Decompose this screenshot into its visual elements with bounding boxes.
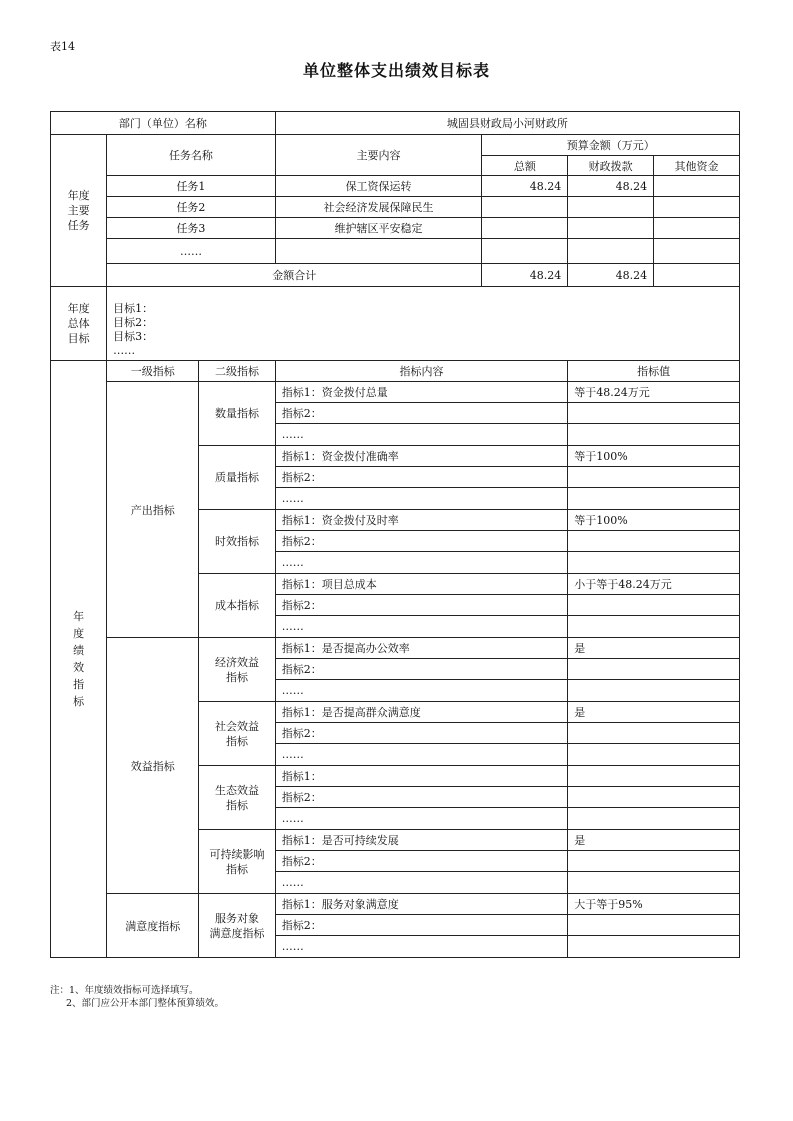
indicator-content: 指标2： — [275, 723, 568, 744]
indicator-value — [568, 872, 740, 894]
table-row — [51, 112, 740, 135]
budget-header: 预算金额（万元） — [482, 135, 740, 156]
table-row — [51, 218, 740, 239]
task-name: 任务2 — [107, 197, 276, 218]
task-total — [482, 197, 568, 218]
footnote-2: 2、部门应公开本部门整体预算绩效。 — [66, 998, 225, 1009]
task-total — [482, 239, 568, 264]
indicator-value: 是 — [568, 830, 740, 851]
task-name: 任务3 — [107, 218, 276, 239]
sum-total: 48.24 — [482, 264, 568, 287]
indicator-value — [568, 766, 740, 787]
table-number: 表14 — [50, 40, 75, 53]
indicator-value — [568, 531, 740, 552]
indicator-content: 指标1：资金拨付准确率 — [275, 446, 568, 467]
indicator-content: …… — [275, 872, 568, 894]
indicator-value: 大于等于95% — [568, 894, 740, 915]
footnotes — [50, 984, 224, 1010]
indicator-content: …… — [275, 744, 568, 766]
task-name: 任务1 — [107, 176, 276, 197]
level2-indicator: 时效指标 — [199, 510, 275, 574]
task-fiscal: 48.24 — [568, 176, 654, 197]
table-row — [51, 264, 740, 287]
indicator-value — [568, 403, 740, 424]
indicator-value — [568, 808, 740, 830]
indicator-content: …… — [275, 552, 568, 574]
indicator-value — [568, 787, 740, 808]
table-row — [51, 287, 740, 361]
level2-indicator: 可持续影响 指标 — [199, 830, 275, 894]
indicator-content: 指标1：资金拨付总量 — [275, 382, 568, 403]
table-row — [51, 176, 740, 197]
task-content: 保工资保运转 — [275, 176, 482, 197]
table-row — [51, 135, 740, 156]
tasks-section-label: 年度 主要 任务 — [51, 135, 107, 287]
task-other — [654, 239, 740, 264]
table-row — [51, 638, 740, 659]
sum-fiscal: 48.24 — [568, 264, 654, 287]
indicator-content: 指标1：是否提高办公效率 — [275, 638, 568, 659]
task-other — [654, 176, 740, 197]
performance-target-table — [50, 111, 740, 958]
indicator-value: 等于100% — [568, 446, 740, 467]
table-row — [51, 894, 740, 915]
table-row — [51, 197, 740, 218]
indicator-value — [568, 552, 740, 574]
indicator-content: …… — [275, 936, 568, 958]
indicator-content: …… — [275, 680, 568, 702]
level2-indicator: 成本指标 — [199, 574, 275, 638]
indicator-value — [568, 723, 740, 744]
dept-value: 城固县财政局小河财政所 — [275, 112, 739, 135]
indicator-value — [568, 659, 740, 680]
table-row — [51, 382, 740, 403]
indicator-content: 指标1： — [275, 766, 568, 787]
task-content — [275, 239, 482, 264]
perf-section-label: 年 度 绩 效 指 标 — [51, 361, 107, 958]
sum-other — [654, 264, 740, 287]
level2-header: 二级指标 — [199, 361, 275, 382]
budget-total-header: 总额 — [482, 156, 568, 176]
level1-indicator: 效益指标 — [107, 638, 199, 894]
table-body — [51, 112, 740, 958]
indicator-content: 指标1：服务对象满意度 — [275, 894, 568, 915]
task-other — [654, 218, 740, 239]
indicator-value — [568, 915, 740, 936]
level2-indicator: 服务对象 满意度指标 — [199, 894, 275, 958]
indicator-content: 指标2： — [275, 531, 568, 552]
indicator-content: …… — [275, 808, 568, 830]
dept-label: 部门（单位）名称 — [51, 112, 276, 135]
indicator-value — [568, 488, 740, 510]
level1-indicator: 产出指标 — [107, 382, 199, 638]
indicator-content: …… — [275, 488, 568, 510]
footnote-1: 注：1、年度绩效指标可选择填写。 — [50, 985, 199, 996]
task-content-header: 主要内容 — [275, 135, 482, 176]
indicator-content: …… — [275, 616, 568, 638]
level1-header: 一级指标 — [107, 361, 199, 382]
indicator-value — [568, 851, 740, 872]
indicator-content: 指标2： — [275, 659, 568, 680]
level2-indicator: 经济效益 指标 — [199, 638, 275, 702]
indicator-content: 指标2： — [275, 851, 568, 872]
indicator-content: 指标2： — [275, 467, 568, 488]
indicator-content: 指标1：是否可持续发展 — [275, 830, 568, 851]
indicator-value: 是 — [568, 702, 740, 723]
indicator-value — [568, 595, 740, 616]
task-fiscal — [568, 239, 654, 264]
level2-indicator: 生态效益 指标 — [199, 766, 275, 830]
indicator-value — [568, 424, 740, 446]
task-other — [654, 197, 740, 218]
indicator-value — [568, 467, 740, 488]
indicator-content: 指标2： — [275, 595, 568, 616]
indicator-content: 指标2： — [275, 915, 568, 936]
indicator-value — [568, 744, 740, 766]
page-title: 单位整体支出绩效目标表 — [302, 61, 490, 80]
indicator-content: 指标1：资金拨付及时率 — [275, 510, 568, 531]
task-total: 48.24 — [482, 176, 568, 197]
indicator-content: 指标2： — [275, 403, 568, 424]
task-fiscal — [568, 197, 654, 218]
indicator-value — [568, 680, 740, 702]
task-fiscal — [568, 218, 654, 239]
level2-indicator: 数量指标 — [199, 382, 275, 446]
indicator-value: 等于100% — [568, 510, 740, 531]
level1-indicator: 满意度指标 — [107, 894, 199, 958]
goals-text: 目标1： 目标2： 目标3： …… — [107, 287, 740, 361]
task-content: 维护辖区平安稳定 — [275, 218, 482, 239]
sum-label: 金额合计 — [107, 264, 482, 287]
table-row — [51, 239, 740, 264]
indicator-content: …… — [275, 424, 568, 446]
budget-fiscal-header: 财政拨款 — [568, 156, 654, 176]
indicator-content-header: 指标内容 — [275, 361, 568, 382]
task-name-header: 任务名称 — [107, 135, 276, 176]
table-row — [51, 361, 740, 382]
indicator-value: 小于等于48.24万元 — [568, 574, 740, 595]
indicator-value: 等于48.24万元 — [568, 382, 740, 403]
indicator-value — [568, 616, 740, 638]
indicator-value: 是 — [568, 638, 740, 659]
level2-indicator: 社会效益 指标 — [199, 702, 275, 766]
indicator-content: 指标1：项目总成本 — [275, 574, 568, 595]
indicator-content: 指标2： — [275, 787, 568, 808]
level2-indicator: 质量指标 — [199, 446, 275, 510]
task-content: 社会经济发展保障民生 — [275, 197, 482, 218]
indicator-content: 指标1：是否提高群众满意度 — [275, 702, 568, 723]
task-total — [482, 218, 568, 239]
indicator-value-header: 指标值 — [568, 361, 740, 382]
task-name: …… — [107, 239, 276, 264]
indicator-value — [568, 936, 740, 958]
budget-other-header: 其他资金 — [654, 156, 740, 176]
goals-section-label: 年度 总体 目标 — [51, 287, 107, 361]
